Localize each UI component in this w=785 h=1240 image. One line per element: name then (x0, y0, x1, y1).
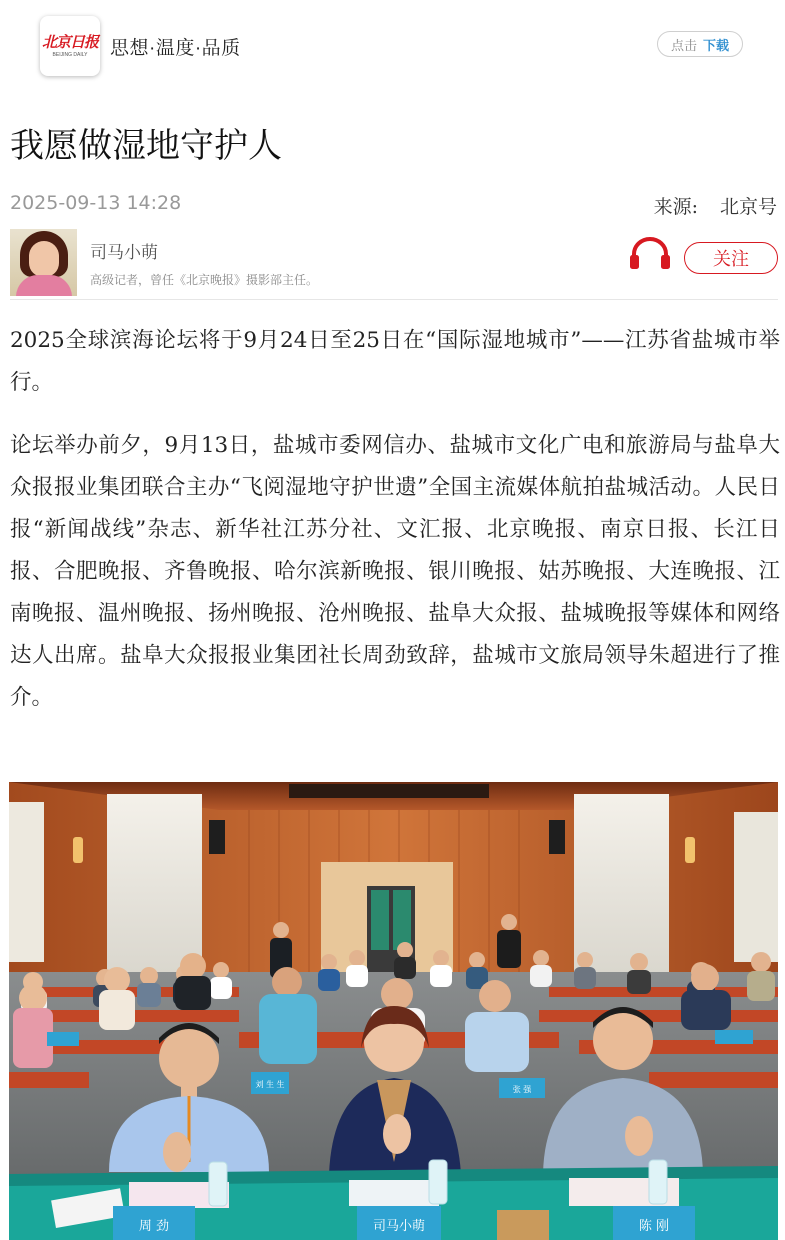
nameplate-3: 陈 刚 (638, 1219, 670, 1234)
author-card (10, 229, 778, 300)
logo-text: 北京日报 (41, 32, 98, 51)
author-avatar[interactable] (10, 229, 77, 296)
follow-button[interactable]: 关注 (684, 242, 778, 274)
paragraph-2: 论坛举办前夕，9月13日，盐城市委网信办、盐城市文化广电和旅游局与盐阜大众报报业集团联合主办“飞阅湿地守护世遗”全国主流媒体航拍盐城活动。人民日报“新闻战线”杂志、新华社江苏分社、文汇报、北京晚报、南京日报、长江日报、合肥晚报、齐鲁晚报、哈尔滨新晚报、银川晚报、姑苏晚报、大连晚报、江南晚报、温州晚报、扬州晚报、沧州晚报、盐阜大众报、盐城晚报等媒体和网络达人出席。盐阜大众报报业集团社长周劲致辞，盐城市文旅局领导朱超进行了推介。 (10, 433, 780, 710)
download-prefix: 点击 (670, 37, 697, 53)
nameplate-1: 周 劲 (138, 1219, 170, 1234)
meeting-photo-illustration (9, 782, 778, 1240)
nameplate-2: 司马小萌 (372, 1219, 426, 1234)
article-source (654, 192, 777, 219)
source-label: 来源: (653, 196, 698, 218)
author-name[interactable]: 司马小萌 (90, 243, 158, 263)
article-title: 我愿做湿地守护人 (10, 126, 282, 166)
paragraph-1: 2025全球滨海论坛将于9月24日至25日在“国际湿地城市”——江苏省盐城市举行。 (10, 328, 780, 395)
publish-date: 2025-09-13 14:28 (10, 192, 182, 214)
app-slogan: 思想·温度·品质 (110, 38, 241, 59)
source-value[interactable]: 北京号 (719, 196, 777, 218)
author-description: 高级记者，曾任《北京晚报》摄影部主任。 (90, 273, 319, 287)
download-button[interactable] (657, 31, 743, 57)
top-bar (0, 0, 785, 90)
nameplate-4: 刘 生 生 (255, 1080, 285, 1089)
logo-subtext: BEIJING DAILY (52, 51, 88, 58)
headphone-icon[interactable] (628, 236, 672, 270)
nameplate-5: 张 强 (512, 1085, 532, 1094)
download-label: 下载 (703, 37, 730, 53)
beijing-daily-logo[interactable] (40, 16, 100, 76)
article-photo[interactable] (9, 782, 778, 1240)
